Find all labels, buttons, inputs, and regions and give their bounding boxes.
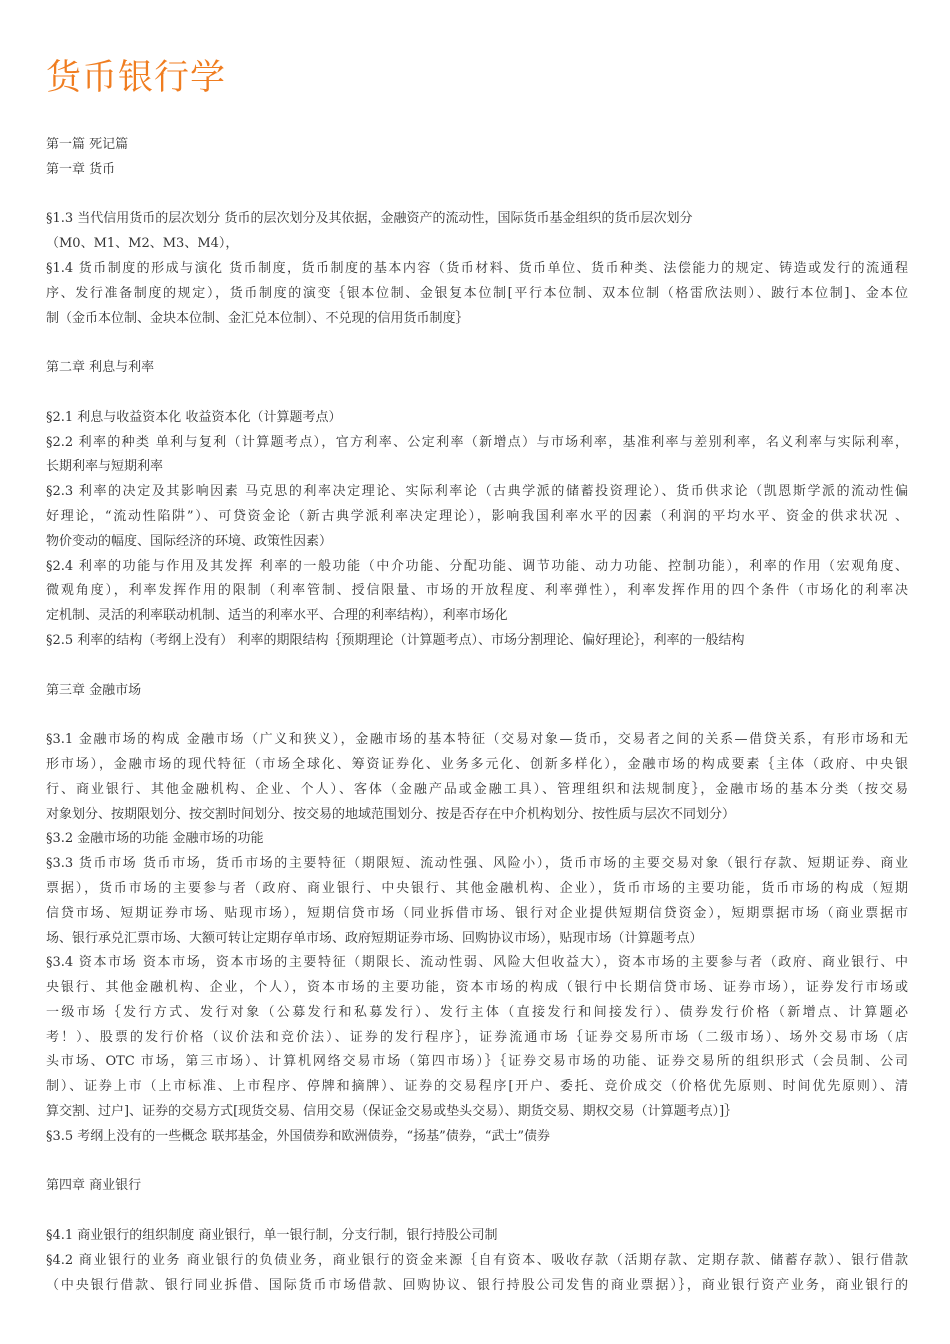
- text-line: 形市场），金融市场的现代特征（市场全球化、筹资证券化、业务多元化、创新多样化），金融市场的构成要素｛主体（政府、中央银: [46, 756, 908, 772]
- blank-line: [46, 1199, 908, 1224]
- text-line: 好理论，“流动性陷阱”）、可贷资金论（新古典学派利率决定理论），影响我国利率水平的因素（利润的平均水平、资金的供求状况 、: [46, 508, 908, 524]
- text-line: 央银行、其他金融机构、企业，个人），资本市场的主要功能，资本市场的构成（银行中长期信贷市场、证券市场），证券发行市场或: [46, 980, 908, 996]
- blank-line: [46, 1150, 908, 1175]
- text-line: 一级市场｛发行方式、发行对象（公募发行和私募发行）、发行主体（直接发行和间接发行）、债券发行价格（新增点、计算题必: [46, 1004, 908, 1020]
- text-line: 第一篇 死记篇: [46, 137, 129, 152]
- text-line: §2.5 利率的结构（考纲上没有） 利率的期限结构｛预期理论（计算题考点）、市场分割理论、偏好理论｝，利率的一般结构: [46, 632, 745, 648]
- text-line: §3.4 资本市场 资本市场，资本市场的主要特征（期限长、流动性弱、风险大但收益大），资本市场的主要参与者（政府、商业银行、中: [46, 955, 908, 971]
- text-line: 制）、证券上市（上市标准、上市程序、停牌和摘牌）、证券的交易程序[开户、委托、竞价成交（价格优先原则、时间优先原则）、清: [46, 1079, 908, 1095]
- text-line: （M0、M1、M2、M3、M4），: [46, 236, 239, 252]
- text-line: 物价变动的幅度、国际经济的环境、政策性因素）: [46, 533, 333, 549]
- text-line: 信贷市场、短期证券市场、贴现市场），短期信贷市场（同业拆借市场、银行对企业提供短期信贷资金），短期票据市场（商业票据市: [46, 905, 908, 921]
- blank-line: [46, 703, 908, 728]
- text-line: 考！）、股票的发行价格（议价法和竞价法）、证券的发行程序｝，证券流通市场｛证券交易所市场（二级市场）、场外交易市场（店: [46, 1029, 908, 1045]
- text-line: 第一章 货币: [46, 161, 116, 177]
- blank-line: [46, 331, 908, 356]
- text-line: 长期利率与短期利率: [46, 459, 164, 475]
- text-line: 对象划分、按期限划分、按交割时间划分、按交易的地域范围划分、按是否存在中介机构划分、按性质与层次不同划分）: [46, 806, 736, 822]
- text-line: §4.2 商业银行的业务 商业银行的负债业务，商业银行的资金来源｛自有资本、吸收存款（活期存款、定期存款、储蓄存款）、银行借款: [46, 1252, 908, 1268]
- blank-line: [46, 654, 908, 679]
- text-line: §4.1 商业银行的组织制度 商业银行，单一银行制，分支行制，银行持股公司制: [46, 1228, 498, 1244]
- document-body: [46, 133, 908, 1298]
- text-line: 算交割、过户]、证券的交易方式[现货交易、信用交易（保证金交易或垫头交易）、期货交易、期权交易（计算题考点）]｝: [46, 1104, 738, 1120]
- text-line: §2.2 利率的种类 单利与复利（计算题考点），官方利率、公定利率（新增点）与市场利率，基准利率与差别利率，名义利率与实际利率，: [46, 434, 908, 450]
- text-line: 第四章 商业银行: [46, 1178, 142, 1194]
- blank-line: [46, 183, 908, 208]
- text-line: 制（金币本位制、金块本位制、金汇兑本位制）、不兑现的信用货币制度｝: [46, 310, 469, 326]
- text-line: 定机制、灵活的利率联动机制、适当的利率水平、合理的利率结构），利率市场化: [46, 608, 508, 624]
- text-line: 票据），货币市场的主要参与者（政府、商业银行、中央银行、其他金融机构、企业），货币市场的主要功能，货币市场的构成（短期: [46, 880, 908, 896]
- text-line: §2.1 利息与收益资本化 收益资本化（计算题考点）: [46, 409, 342, 425]
- text-line: 行、商业银行、其他金融机构、企业、个人）、客体（金融产品或金融工具）、管理组织和法规制度｝，金融市场的基本分类（按交易: [46, 781, 908, 797]
- document-page: [46, 0, 908, 1298]
- text-line: 微观角度），利率发挥作用的限制（利率管制、授信限量、市场的开放程度、利率弹性），利率发挥作用的四个条件（市场化的利率决: [46, 583, 908, 599]
- blank-line: [46, 381, 908, 406]
- text-line: §2.4 利率的功能与作用及其发挥 利率的一般功能（中介功能、分配功能、调节功能、动力功能、控制功能），利率的作用（宏观角度、: [46, 558, 908, 574]
- text-line: §3.2 金融市场的功能 金融市场的功能: [46, 831, 264, 847]
- text-line: 第三章 金融市场: [46, 682, 142, 698]
- text-line: §3.5 考纲上没有的一些概念 联邦基金，外国债券和欧洲债券，“扬基”债券，“武士”债券: [46, 1128, 551, 1144]
- text-line: §2.3 利率的决定及其影响因素 马克思的利率决定理论、实际利率论（古典学派的储蓄投资理论）、货币供求论（凯恩斯学派的流动性偏: [46, 484, 908, 500]
- text-line: 第二章 利息与利率: [46, 360, 155, 376]
- text-line: 场、银行承兑汇票市场、大额可转让定期存单市场、政府短期证券市场、回购协议市场），贴现市场（计算题考点）: [46, 930, 703, 946]
- text-line: §3.1 金融市场的构成 金融市场（广义和狭义），金融市场的基本特征（交易对象—货币，交易者之间的关系—借贷关系，有形市场和无: [46, 732, 908, 748]
- text-line: §1.3 当代信用货币的层次划分 货币的层次划分及其依据，金融资产的流动性，国际货币基金组织的货币层次划分: [46, 211, 693, 227]
- text-line: （中央银行借款、银行同业拆借、国际货币市场借款、回购协议、银行持股公司发售的商业票据）｝，商业银行资产业务，商业银行的: [46, 1277, 908, 1293]
- document-title: 货币银行学: [46, 58, 227, 98]
- text-line: §3.3 货币市场 货币市场，货币市场的主要特征（期限短、流动性强、风险小），货币市场的主要交易对象（银行存款、短期证券、商业: [46, 856, 908, 872]
- text-line: 头市场、OTC 市场，第三市场）、计算机网络交易市场（第四市场）｝｛证券交易市场的功能、证券交易所的组织形式（会员制、公司: [46, 1054, 908, 1070]
- text-line: §1.4 货币制度的形成与演化 货币制度，货币制度的基本内容（货币材料、货币单位、货币种类、法偿能力的规定、铸造或发行的流通程: [46, 260, 908, 276]
- text-line: 序、发行准备制度的规定），货币制度的演变｛银本位制、金银复本位制[平行本位制、双本位制（格雷欣法则）、跛行本位制]、金本位: [46, 285, 908, 301]
